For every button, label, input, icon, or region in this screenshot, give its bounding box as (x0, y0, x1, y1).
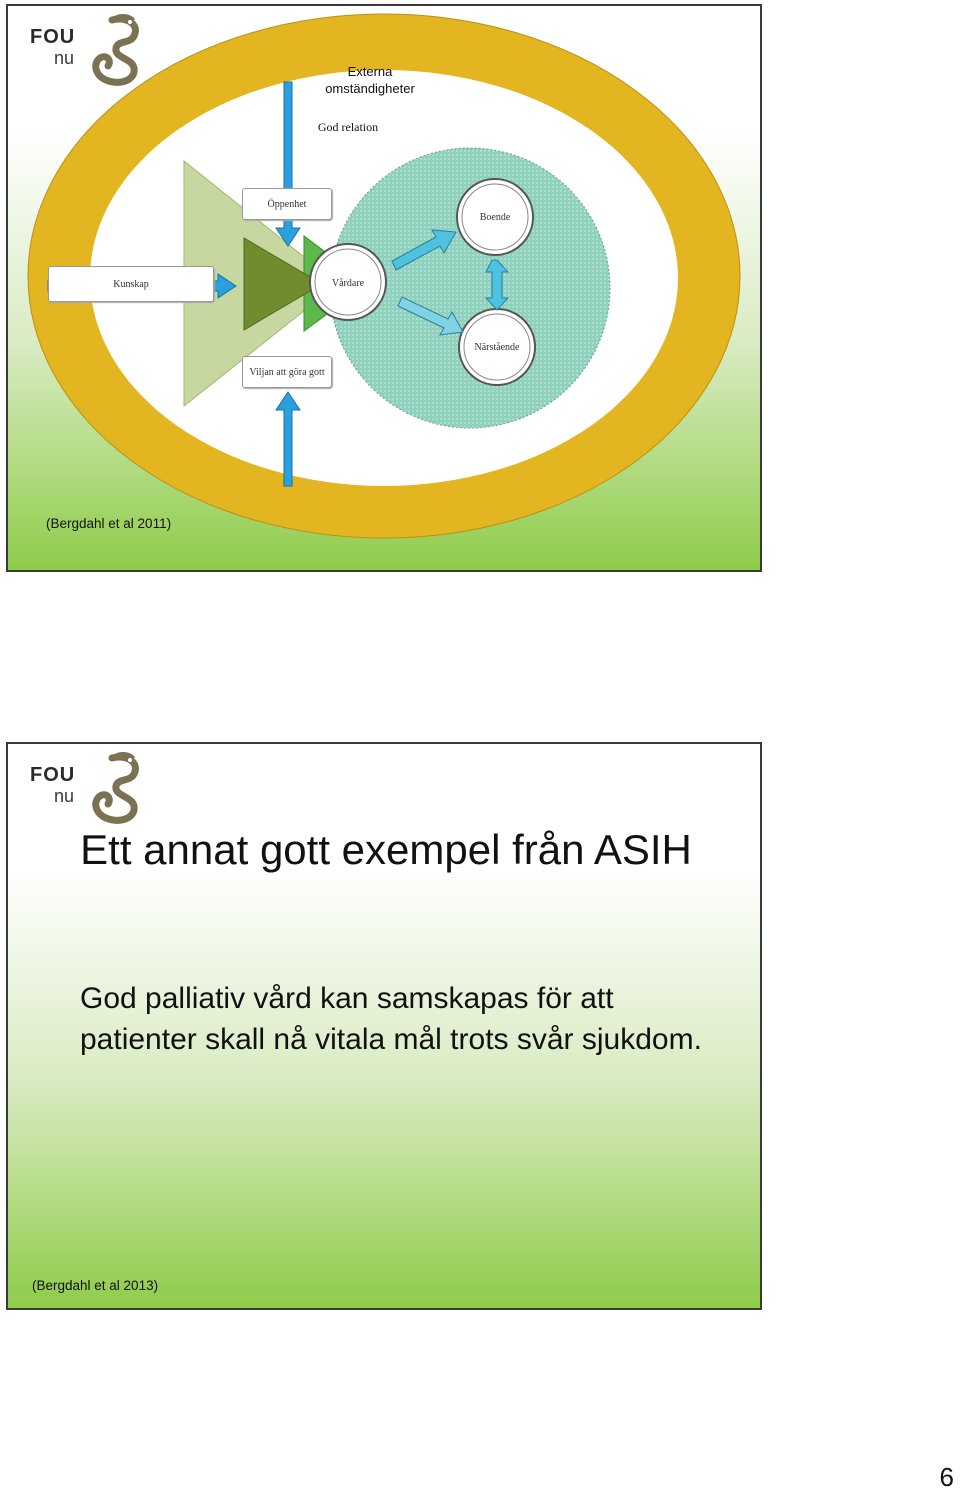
dragon-icon (82, 752, 146, 824)
openness-box: Öppenhet (242, 188, 332, 220)
resident-label: Boende (479, 212, 511, 223)
will-box: Viljan att göra gott (242, 356, 332, 388)
citation-2011: (Bergdahl et al 2011) (46, 516, 172, 531)
fou-nu-logo (30, 752, 150, 824)
good-relation-label: God relation (317, 120, 379, 134)
logo-nu-text: nu (54, 48, 75, 68)
logo-fou-text: FOU (30, 26, 76, 48)
knowledge-box: Kunskap (48, 266, 214, 302)
logo-nu-text: nu (54, 786, 75, 806)
dragon-icon (82, 14, 146, 86)
logo-fou-text: FOU (30, 764, 76, 786)
relatives-label: Närstående (474, 342, 520, 353)
slide-body-text: God palliativ vård kan samskapas för att patienter skall nå vitala mål trots svår sjukdom. (80, 982, 702, 1056)
citation-2013: (Bergdahl et al 2013) (32, 1278, 159, 1293)
slide-title: Ett annat gott exempel från ASIH (80, 826, 692, 873)
external-circumstances-label: Externa omständigheter (325, 64, 415, 96)
slide-text (6, 742, 762, 1310)
fou-nu-logo (30, 14, 150, 86)
page-number: 6 (939, 1462, 954, 1492)
caregiver-label: Vårdare (331, 278, 365, 289)
slide-diagram (6, 4, 762, 572)
